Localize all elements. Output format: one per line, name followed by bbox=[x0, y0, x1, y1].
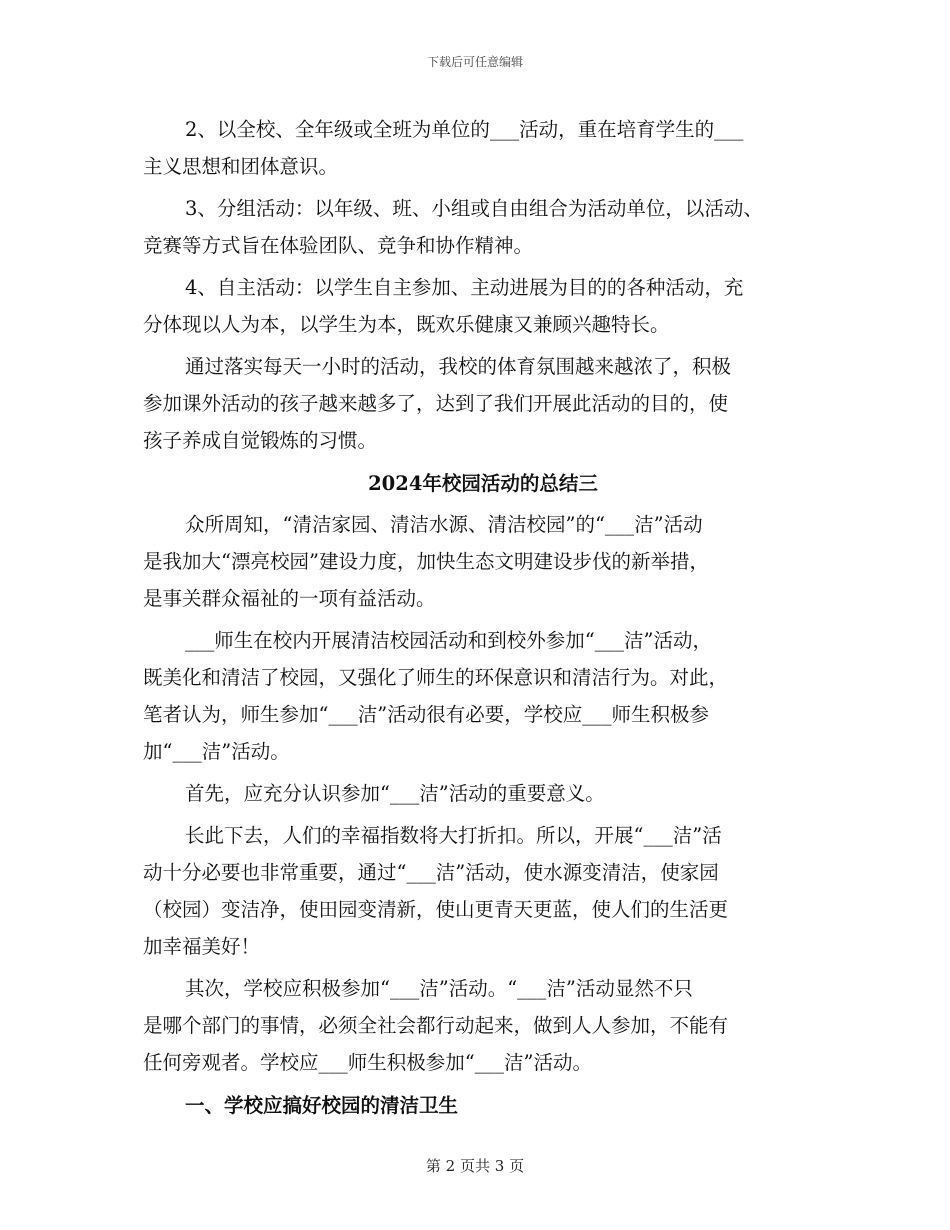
paragraph-line: 是事关群众福祉的一项有益活动。 bbox=[143, 587, 436, 610]
paragraph bbox=[143, 970, 823, 1081]
paragraph bbox=[143, 190, 823, 264]
paragraph-line: 其次，学校应积极参加“___洁”活动。“___洁”活动显然不只 bbox=[185, 977, 693, 1000]
paragraph bbox=[143, 111, 823, 185]
paragraph-line: 2、以全校、全年级或全班为单位的___活动，重在培育学生的___ bbox=[185, 118, 744, 141]
page-header-note: 下载后可任意编辑 bbox=[426, 55, 523, 69]
paragraph bbox=[143, 348, 823, 459]
paragraph-line: 加“___洁”活动。 bbox=[143, 740, 290, 763]
paragraph-line: 加幸福美好！ bbox=[143, 935, 261, 958]
paragraph bbox=[143, 775, 823, 812]
subheading: 一、学校应搞好校园的清洁卫生 bbox=[185, 1094, 459, 1117]
paragraph-line: 是我加大“漂亮校园”建设力度，加快生态文明建设步伐的新举措， bbox=[143, 550, 709, 573]
document-body bbox=[143, 111, 823, 1126]
paragraph-line: 参加课外活动的孩子越来越多了，达到了我们开展此活动的目的，使 bbox=[143, 392, 729, 415]
paragraph-line: ___师生在校内开展清洁校园活动和到校外参加“___洁”活动， bbox=[185, 629, 712, 652]
paragraph-line: 竞赛等方式旨在体验团队、竞争和协作精神。 bbox=[143, 234, 534, 257]
page-footer: 第 2 页共 3 页 bbox=[425, 1157, 525, 1175]
paragraph bbox=[143, 817, 823, 965]
section-title: 2024年校园活动的总结三 bbox=[368, 472, 598, 495]
paragraph bbox=[143, 622, 823, 770]
paragraph-line: 动十分必要也非常重要，通过“___洁”活动，使水源变清洁，使家园 bbox=[143, 861, 719, 884]
paragraph-line: 孩子养成自觉锻炼的习惯。 bbox=[143, 429, 378, 452]
paragraph-line: 笔者认为，师生参加“___洁”活动很有必要，学校应___师生积极参 bbox=[143, 703, 709, 726]
paragraph-line: 任何旁观者。学校应___师生积极参加“___洁”活动。 bbox=[143, 1051, 592, 1074]
top-paragraphs bbox=[143, 111, 823, 459]
paragraph-line: 分体现以人为本，以学生为本，既欢乐健康又兼顾兴趣特长。 bbox=[143, 313, 670, 336]
paragraph-line: 长此下去，人们的幸福指数将大打折扣。所以，开展“___洁”活 bbox=[185, 824, 722, 847]
paragraph-line: 主义思想和团体意识。 bbox=[143, 155, 339, 178]
paragraph bbox=[143, 506, 823, 617]
bottom-paragraphs bbox=[143, 506, 823, 1081]
paragraph bbox=[143, 269, 823, 343]
paragraph-line: 既美化和清洁了校园，又强化了师生的环保意识和清洁行为。对此， bbox=[143, 666, 729, 689]
paragraph-line: 是哪个部门的事情，必须全社会都行动起来，做到人人参加，不能有 bbox=[143, 1014, 729, 1037]
paragraph-line: 3、分组活动：以年级、班、小组或自由组合为活动单位，以活动、 bbox=[185, 197, 763, 220]
paragraph-line: 通过落实每天一小时的活动，我校的体育氛围越来越浓了，积极 bbox=[185, 355, 732, 378]
paragraph-line: 首先，应充分认识参加“___洁”活动的重要意义。 bbox=[185, 782, 605, 805]
paragraph-line: 众所周知，“清洁家园、清洁水源、清洁校园”的“___洁”活动 bbox=[185, 513, 703, 536]
paragraph-line: （校园）变洁净，使田园变清新，使山更青天更蓝，使人们的生活更 bbox=[143, 898, 729, 921]
paragraph-line: 4、自主活动：以学生自主参加、主动进展为目的的各种活动，充 bbox=[185, 276, 744, 299]
